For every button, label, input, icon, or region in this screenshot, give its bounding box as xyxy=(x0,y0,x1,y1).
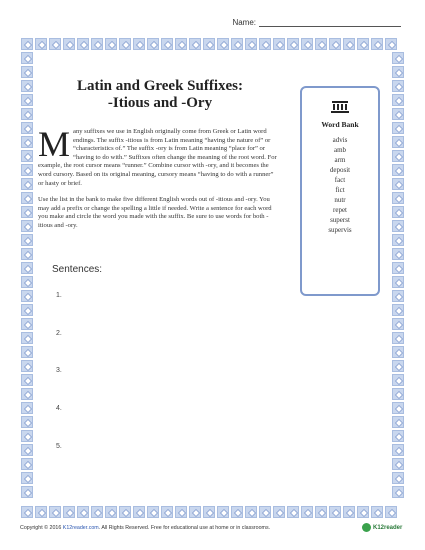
instructions-text xyxy=(38,124,278,231)
border-tile-icon xyxy=(21,122,33,134)
border-tile-icon xyxy=(357,38,369,50)
border-tile-icon xyxy=(392,360,404,372)
title-line-2: -Itious and -Ory xyxy=(107,95,213,111)
border-tile-icon xyxy=(63,506,75,518)
border-tile-icon xyxy=(105,38,117,50)
word-bank-list xyxy=(302,135,378,235)
sentence-number-1: 1. xyxy=(56,292,62,299)
border-tile-icon xyxy=(21,430,33,442)
border-tile-icon xyxy=(21,150,33,162)
name-label: Name: xyxy=(232,18,256,27)
border-tile-icon xyxy=(245,506,257,518)
border-tile-icon xyxy=(175,506,187,518)
border-tile-icon xyxy=(371,38,383,50)
border-tile-icon xyxy=(392,304,404,316)
border-tile-icon xyxy=(392,248,404,260)
sentence-number-3: 3. xyxy=(56,367,62,374)
word-bank-item: deposit xyxy=(329,166,351,174)
border-tile-icon xyxy=(315,38,327,50)
border-tile-icon xyxy=(392,178,404,190)
paragraph-1 xyxy=(38,124,278,188)
border-tile-icon xyxy=(21,506,33,518)
border-tile-icon xyxy=(21,290,33,302)
border-tile-icon xyxy=(77,506,89,518)
word-bank-item: advis xyxy=(332,136,348,144)
border-tile-icon xyxy=(175,38,187,50)
border-tile-icon xyxy=(147,506,159,518)
word-bank-item: nutr xyxy=(334,196,346,204)
sentence-number-2: 2. xyxy=(56,330,62,337)
border-tile-icon xyxy=(21,38,33,50)
border-tile-icon xyxy=(392,402,404,414)
sentences-heading: Sentences: xyxy=(52,264,103,275)
border-tile-icon xyxy=(329,38,341,50)
border-tile-icon xyxy=(287,38,299,50)
border-tile-icon xyxy=(301,38,313,50)
border-tile-icon xyxy=(392,374,404,386)
border-tile-icon xyxy=(392,332,404,344)
sentence-number-4: 4. xyxy=(56,405,62,412)
copyright-text: Copyright © 2016 xyxy=(20,525,63,531)
border-tile-icon xyxy=(392,150,404,162)
site-link[interactable]: K12reader.com xyxy=(62,525,99,531)
border-tile-icon xyxy=(119,38,131,50)
border-tile-icon xyxy=(392,346,404,358)
border-tile-icon xyxy=(189,506,201,518)
border-tile-icon xyxy=(385,38,397,50)
border-tile-icon xyxy=(91,506,103,518)
drop-cap: M xyxy=(38,124,71,164)
worksheet-title xyxy=(40,78,280,112)
border-tile-icon xyxy=(21,402,33,414)
sentence-number-5: 5. xyxy=(56,443,62,450)
border-tile-icon xyxy=(392,444,404,456)
border-tile-icon xyxy=(21,276,33,288)
border-tile-icon xyxy=(392,318,404,330)
border-tile-icon xyxy=(301,506,313,518)
border-tile-icon xyxy=(21,234,33,246)
border-tile-icon xyxy=(392,164,404,176)
border-tile-icon xyxy=(273,506,285,518)
border-tile-icon xyxy=(21,164,33,176)
border-tile-icon xyxy=(49,506,61,518)
border-tile-icon xyxy=(21,262,33,274)
border-tile-icon xyxy=(392,262,404,274)
border-tile-icon xyxy=(392,206,404,218)
border-tile-icon xyxy=(63,38,75,50)
border-tile-icon xyxy=(231,506,243,518)
border-tile-icon xyxy=(21,486,33,498)
border-tile-icon xyxy=(392,234,404,246)
border-tile-icon xyxy=(203,506,215,518)
border-tile-icon xyxy=(392,486,404,498)
logo-text: K12reader xyxy=(373,524,403,531)
border-tile-icon xyxy=(21,108,33,120)
word-bank-item: superst xyxy=(330,216,350,224)
footer-copyright xyxy=(20,525,270,531)
border-tile-icon xyxy=(21,136,33,148)
word-bank-item: fict xyxy=(335,186,345,194)
border-tile-icon xyxy=(21,360,33,372)
paragraph-1-text: any suffixes we use in English originally come from Greek or Latin word endings. The suffix -itious is from Latin meaning “having the nature of” or “characteristics of.” The suffix -ory is from Latin meaning “place for” or “having to do with.” Suffixes often change the meaning of the root word. For example, the root cursor means “runner.” Combine cursor with -ory, and it becomes the word cursory. Based on its original meaning, cursory means “having to do with a runner” or hasty or brief. xyxy=(38,128,277,187)
border-tile-icon xyxy=(259,506,271,518)
border-tile-icon xyxy=(392,430,404,442)
border-tile-icon xyxy=(21,416,33,428)
word-bank-title: Word Bank xyxy=(321,120,359,129)
border-tile-icon xyxy=(21,444,33,456)
border-tile-icon xyxy=(371,506,383,518)
border-tile-icon xyxy=(21,248,33,260)
border-tile-icon xyxy=(21,192,33,204)
decorative-border-right xyxy=(391,51,405,499)
border-tile-icon xyxy=(259,38,271,50)
border-tile-icon xyxy=(315,506,327,518)
border-tile-icon xyxy=(161,38,173,50)
border-tile-icon xyxy=(21,52,33,64)
word-bank-item: supervis xyxy=(328,226,352,234)
border-tile-icon xyxy=(392,66,404,78)
border-tile-icon xyxy=(357,506,369,518)
border-tile-icon xyxy=(49,38,61,50)
rights-text: . All Rights Reserved. Free for educational use at home or in classrooms. xyxy=(98,525,271,531)
border-tile-icon xyxy=(35,506,47,518)
building-icon xyxy=(302,100,378,118)
border-tile-icon xyxy=(392,416,404,428)
border-tile-icon xyxy=(21,388,33,400)
border-tile-icon xyxy=(105,506,117,518)
decorative-border-left xyxy=(20,51,34,499)
border-tile-icon xyxy=(231,38,243,50)
border-tile-icon xyxy=(21,178,33,190)
logo-mark-icon xyxy=(362,523,371,532)
border-tile-icon xyxy=(392,122,404,134)
border-tile-icon xyxy=(273,38,285,50)
border-tile-icon xyxy=(21,332,33,344)
border-tile-icon xyxy=(35,38,47,50)
word-bank-item: arm xyxy=(334,156,346,164)
border-tile-icon xyxy=(21,374,33,386)
k12reader-logo xyxy=(362,523,402,532)
border-tile-icon xyxy=(392,220,404,232)
border-tile-icon xyxy=(21,80,33,92)
border-tile-icon xyxy=(77,38,89,50)
border-tile-icon xyxy=(133,506,145,518)
paragraph-2: Use the list in the bank to make five different English words out of -itious and -ory. You may add a prefix or change the spelling a little if needed. Write a sentence for each word you make and circle the word you made with the suffix. Be sure to use words for both -itious and -ory. xyxy=(38,196,272,229)
border-tile-icon xyxy=(392,52,404,64)
border-tile-icon xyxy=(287,506,299,518)
border-tile-icon xyxy=(21,346,33,358)
border-tile-icon xyxy=(392,472,404,484)
border-tile-icon xyxy=(119,506,131,518)
border-tile-icon xyxy=(21,318,33,330)
border-tile-icon xyxy=(21,66,33,78)
border-tile-icon xyxy=(245,38,257,50)
border-tile-icon xyxy=(21,220,33,232)
border-tile-icon xyxy=(217,38,229,50)
border-tile-icon xyxy=(147,38,159,50)
border-tile-icon xyxy=(392,136,404,148)
decorative-border-bottom xyxy=(20,505,398,519)
border-tile-icon xyxy=(203,38,215,50)
border-tile-icon xyxy=(329,506,341,518)
border-tile-icon xyxy=(392,388,404,400)
border-tile-icon xyxy=(21,304,33,316)
name-line xyxy=(232,18,401,27)
name-blank[interactable] xyxy=(259,18,401,27)
border-tile-icon xyxy=(392,192,404,204)
border-tile-icon xyxy=(392,108,404,120)
word-bank-box xyxy=(300,86,380,296)
border-tile-icon xyxy=(385,506,397,518)
border-tile-icon xyxy=(91,38,103,50)
word-bank-item: fact xyxy=(334,176,346,184)
border-tile-icon xyxy=(343,506,355,518)
border-tile-icon xyxy=(21,472,33,484)
border-tile-icon xyxy=(343,38,355,50)
border-tile-icon xyxy=(21,206,33,218)
border-tile-icon xyxy=(21,94,33,106)
border-tile-icon xyxy=(21,458,33,470)
decorative-border-top xyxy=(20,37,398,51)
border-tile-icon xyxy=(189,38,201,50)
border-tile-icon xyxy=(392,80,404,92)
title-line-1: Latin and Greek Suffixes: xyxy=(77,78,243,94)
border-tile-icon xyxy=(217,506,229,518)
border-tile-icon xyxy=(392,290,404,302)
border-tile-icon xyxy=(392,94,404,106)
border-tile-icon xyxy=(161,506,173,518)
word-bank-item: amb xyxy=(333,146,347,154)
border-tile-icon xyxy=(392,276,404,288)
border-tile-icon xyxy=(133,38,145,50)
word-bank-item: repet xyxy=(333,206,347,214)
border-tile-icon xyxy=(392,458,404,470)
